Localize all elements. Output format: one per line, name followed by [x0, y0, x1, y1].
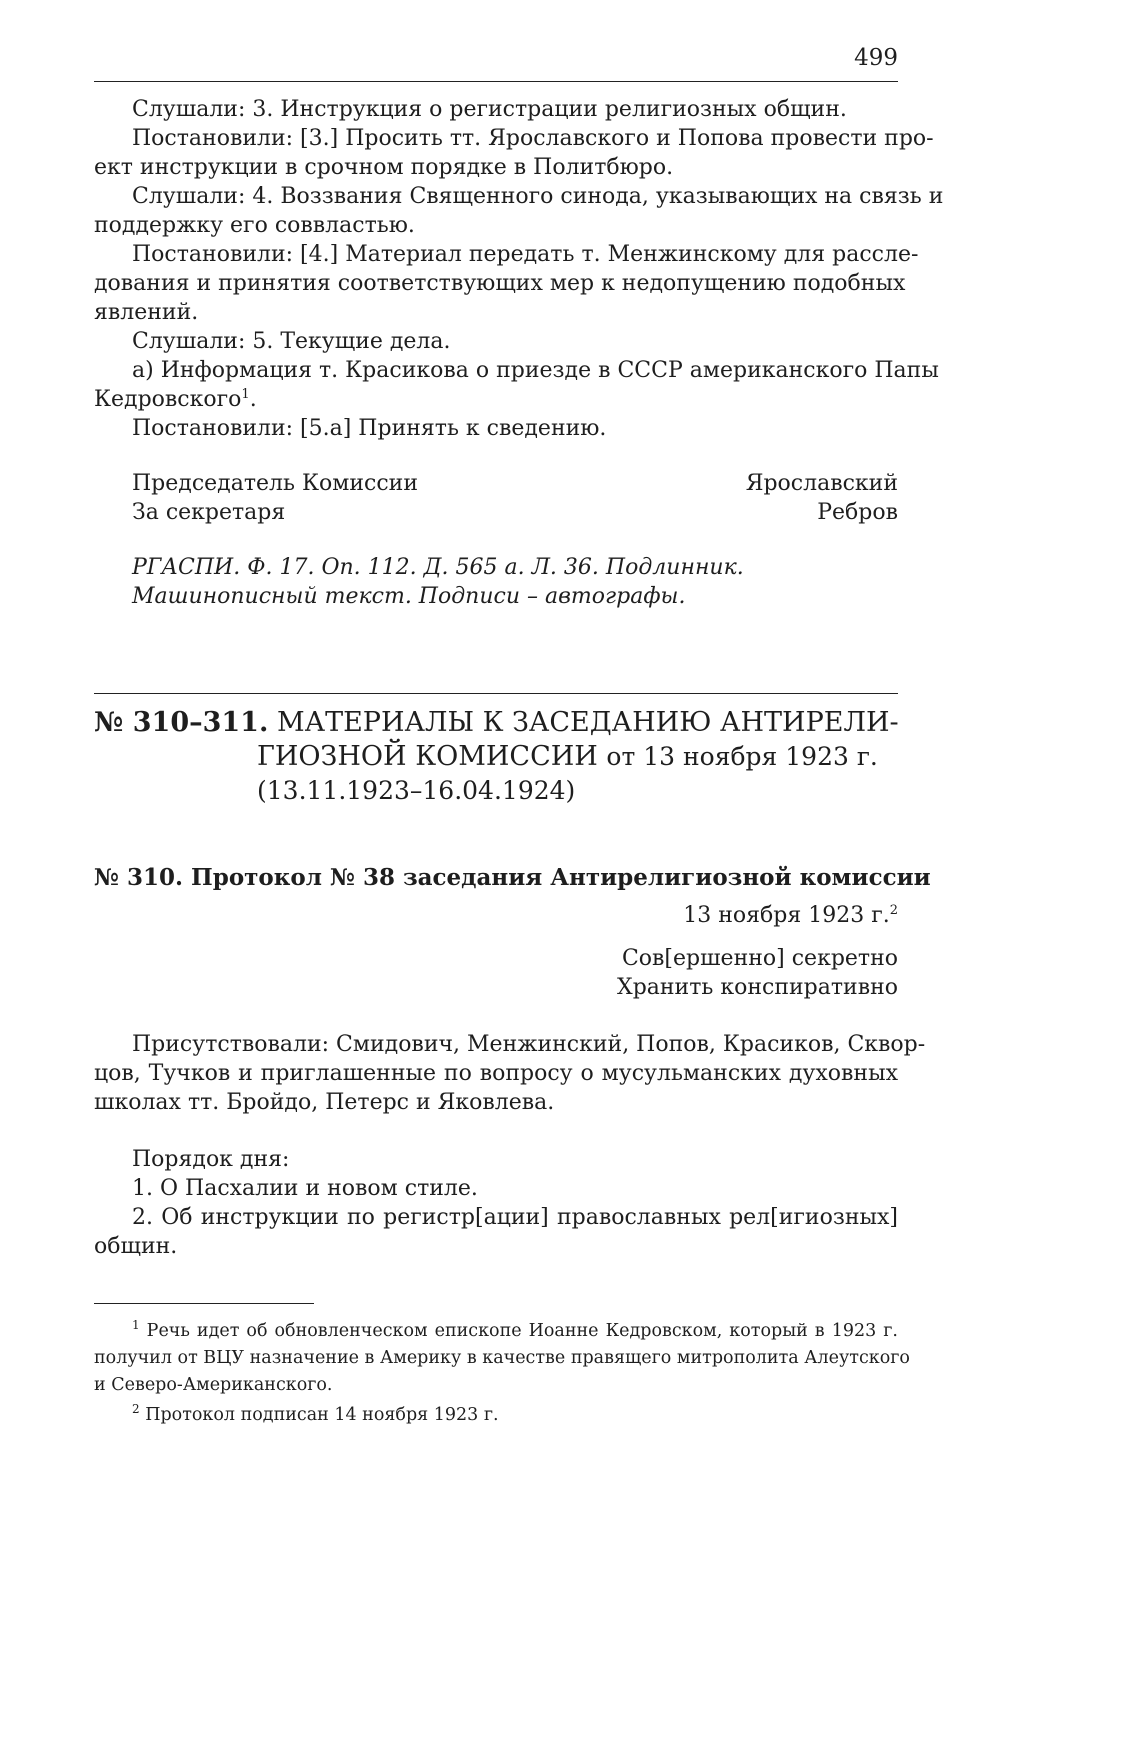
resolved-item-3-cont: ект инструкции в срочном порядке в Политбюро. — [94, 155, 674, 180]
heard-item-4: Слушали: 4. Воззвания Священного синода, указывающих на связь и — [132, 184, 944, 209]
page-number: 499 — [854, 45, 898, 71]
footnote-2 — [94, 1402, 898, 1429]
source-note-line1: РГАСПИ. Ф. 17. Оп. 112. Д. 565 а. Л. 36. Подлинник. — [132, 555, 744, 580]
agenda-item-2: 2. Об инструкции по регистр[ации] православных рел[игиозных] — [132, 1205, 898, 1230]
footnote-ref-1: 1 — [241, 387, 250, 402]
section-heading — [94, 706, 898, 740]
signature-name-chairman: Ярославский — [745, 471, 898, 496]
section-rule — [94, 693, 898, 694]
heard-item-5: Слушали: 5. Текущие дела. — [132, 329, 451, 354]
item-5a-info-cont — [94, 386, 898, 414]
classification-conspiratorial: Хранить конспиративно — [617, 975, 898, 1000]
resolved-item-4-end: явлений. — [94, 300, 199, 325]
resolved-item-3: Постановили: [3.] Просить тт. Ярославского и Попова провести про- — [132, 126, 934, 151]
resolved-item-5a: Постановили: [5.а] Принять к сведению. — [132, 416, 607, 441]
section-heading-line1: МАТЕРИАЛЫ К ЗАСЕДАНИЮ АНТИРЕЛИ- — [276, 707, 899, 738]
header-rule — [94, 81, 898, 82]
section-heading-dates: (13.11.1923–16.04.1924) — [257, 776, 576, 805]
classification-secret: Сов[ершенно] секретно — [621, 946, 898, 971]
resolved-item-4-cont: дования и принятия соответствующих мер к недопущению подобных — [94, 271, 906, 296]
agenda-item-2-cont: общин. — [94, 1234, 178, 1259]
resolved-item-4: Постановили: [4.] Материал передать т. Менжинскому для рассле- — [132, 242, 919, 267]
document-date-text: 13 ноября 1923 г. — [683, 903, 890, 928]
item-5a-info: а) Информация т. Красикова о приезде в СССР американского Папы — [132, 358, 939, 383]
agenda-item-1: 1. О Пасхалии и новом стиле. — [132, 1176, 478, 1201]
footnote-1-line1 — [94, 1318, 898, 1345]
signature-role-secretary: За секретаря — [132, 500, 286, 525]
section-heading-date: от 13 ноября 1923 г. — [606, 742, 878, 771]
footnote-2-text: Протокол подписан 14 ноября 1923 г. — [145, 1405, 499, 1425]
section-heading-caps: ГИОЗНОЙ КОМИССИИ — [257, 741, 598, 772]
item-5a-period: . — [249, 387, 257, 412]
footnote-1-mark: 1 — [132, 1318, 140, 1332]
footnote-ref-2: 2 — [889, 903, 898, 918]
document-date — [94, 902, 898, 930]
footnote-1-line2: получил от ВЦУ назначение в Америку в качестве правящего митрополита Алеутского — [94, 1348, 910, 1368]
section-number: № 310–311. — [94, 707, 269, 738]
source-note-line2: Машинописный текст. Подписи – автографы. — [132, 584, 686, 609]
heard-item-4-cont: поддержку его соввластью. — [94, 213, 415, 238]
signature-role-chairman: Председатель Комиссии — [132, 471, 418, 496]
document-title: № 310. Протокол № 38 заседания Антирелигиозной комиссии — [94, 864, 931, 891]
attendees-line2: цов, Тучков и приглашенные по вопросу о мусульманских духовных — [94, 1061, 898, 1086]
footnote-2-mark: 2 — [132, 1402, 140, 1416]
section-heading-line2 — [94, 740, 898, 774]
attendees-line3: школах тт. Бройдо, Петерс и Яковлева. — [94, 1090, 555, 1115]
footnote-separator — [94, 1303, 314, 1304]
agenda-title: Порядок дня: — [132, 1147, 290, 1172]
footnote-1-line3: и Северо-Американского. — [94, 1375, 333, 1395]
signature-name-secretary: Ребров — [817, 500, 898, 525]
footnote-1-text: Речь идет об обновленческом епископе Иоанне Кедровском, который в 1923 г. — [146, 1321, 898, 1341]
attendees-line1: Присутствовали: Смидович, Менжинский, Попов, Красиков, Сквор- — [132, 1032, 926, 1057]
item-5a-text: Кедровского — [94, 387, 242, 412]
heard-item-3: Слушали: 3. Инструкция о регистрации религиозных общин. — [132, 97, 847, 122]
